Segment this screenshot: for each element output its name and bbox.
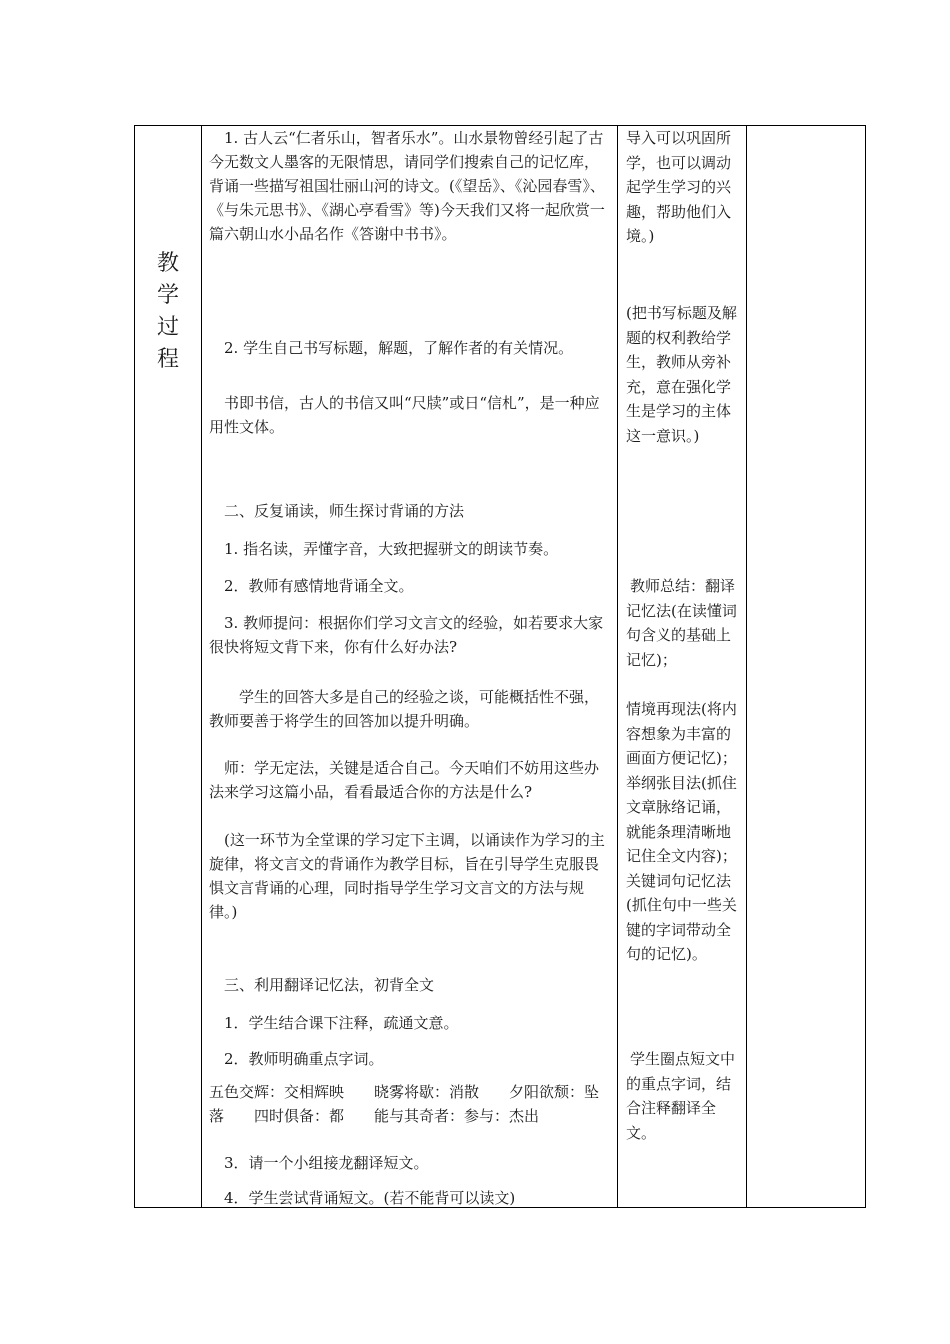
column-divider (746, 126, 747, 1207)
note: 教师总结：翻译记忆法(在读懂词句含义的基础上记忆)； (626, 577, 737, 669)
paragraph: 1．学生结合课下注释，疏通文意。 (224, 1014, 459, 1032)
section-heading: 二、反复诵读，师生探讨背诵的方法 (224, 502, 465, 520)
paragraph: 书即书信，古人的书信又叫“尺牍”或日“信札”，是一种应用性文体。 (209, 394, 600, 436)
paragraph: (这一环节为全堂课的学习定下主调，以诵读作为学习的主旋律，将文言文的背诵作为教学目标，旨在引导学生克服畏惧文言背诵的心理，同时指导学生学习文言文的方法与规律。) (209, 831, 605, 921)
vocabulary-list: 五色交辉：交相辉映 晓雾将歇：消散 夕阳欲颓：坠落 四时俱备：都 能与其奇者：参与：杰出 (209, 1083, 600, 1125)
note: 导入可以巩固所学，也可以调动起学生学习的兴趣，帮助他们入境。) (626, 129, 732, 245)
paragraph: 2．教师明确重点字词。 (224, 1050, 384, 1068)
paragraph: 学生的回答大多是自己的经验之谈，可能概括性不强，教师要善于将学生的回答加以提升明确。 (209, 688, 600, 730)
paragraph: 师：学无定法，关键是适合自己。今天咱们不妨用这些办法来学习这篇小品，看看最适合你的方法是什么? (209, 759, 600, 801)
paragraph: 3．请一个小组接龙翻译短文。 (224, 1154, 429, 1172)
note: 情境再现法(将内容想象为丰富的画面方便记忆)；举纲张目法(抓住文章脉络记诵，就能条理清晰地记住全文内容)；关键词句记忆法(抓住句中一些关键的字词带动全句的记忆)。 (626, 700, 737, 963)
column-divider (201, 126, 202, 1207)
paragraph: 4．学生尝试背诵短文。(若不能背可以读文) (224, 1189, 516, 1207)
note: (把书写标题及解题的权利教给学生，教师从旁补充，意在强化学生是学习的主体这一意识。) (626, 304, 737, 445)
section-heading: 三、利用翻译记忆法，初背全文 (224, 976, 435, 994)
paragraph: 1. 古人云“仁者乐山，智者乐水”。山水景物曾经引起了古今无数文人墨客的无限情思，请同学们搜索自己的记忆库，背诵一些描写祖国壮丽山河的诗文。(《望岳》、《沁园春雪》、《与朱元思书》、《湖心亭看雪》等)今天我们又将一起欣赏一篇六朝山水小品名作《答谢中书书》。 (209, 129, 605, 243)
paragraph: 1. 指名读，弄懂字音，大致把握骈文的朗读节奏。 (224, 540, 559, 558)
row-label: 教 学 过 程 (156, 251, 179, 372)
paragraph: 2. 学生自己书写标题，解题，了解作者的有关情况。 (224, 339, 574, 357)
column-divider (617, 126, 618, 1207)
paragraph: 2．教师有感情地背诵全文。 (224, 577, 414, 595)
lesson-table (134, 125, 866, 1208)
note: 学生圈点短文中的重点字词，结合注释翻译全文。 (626, 1050, 736, 1142)
paragraph: 3. 教师提问：根据你们学习文言文的经验，如若要求大家很快将短文背下来，你有什么好办法? (209, 614, 604, 656)
